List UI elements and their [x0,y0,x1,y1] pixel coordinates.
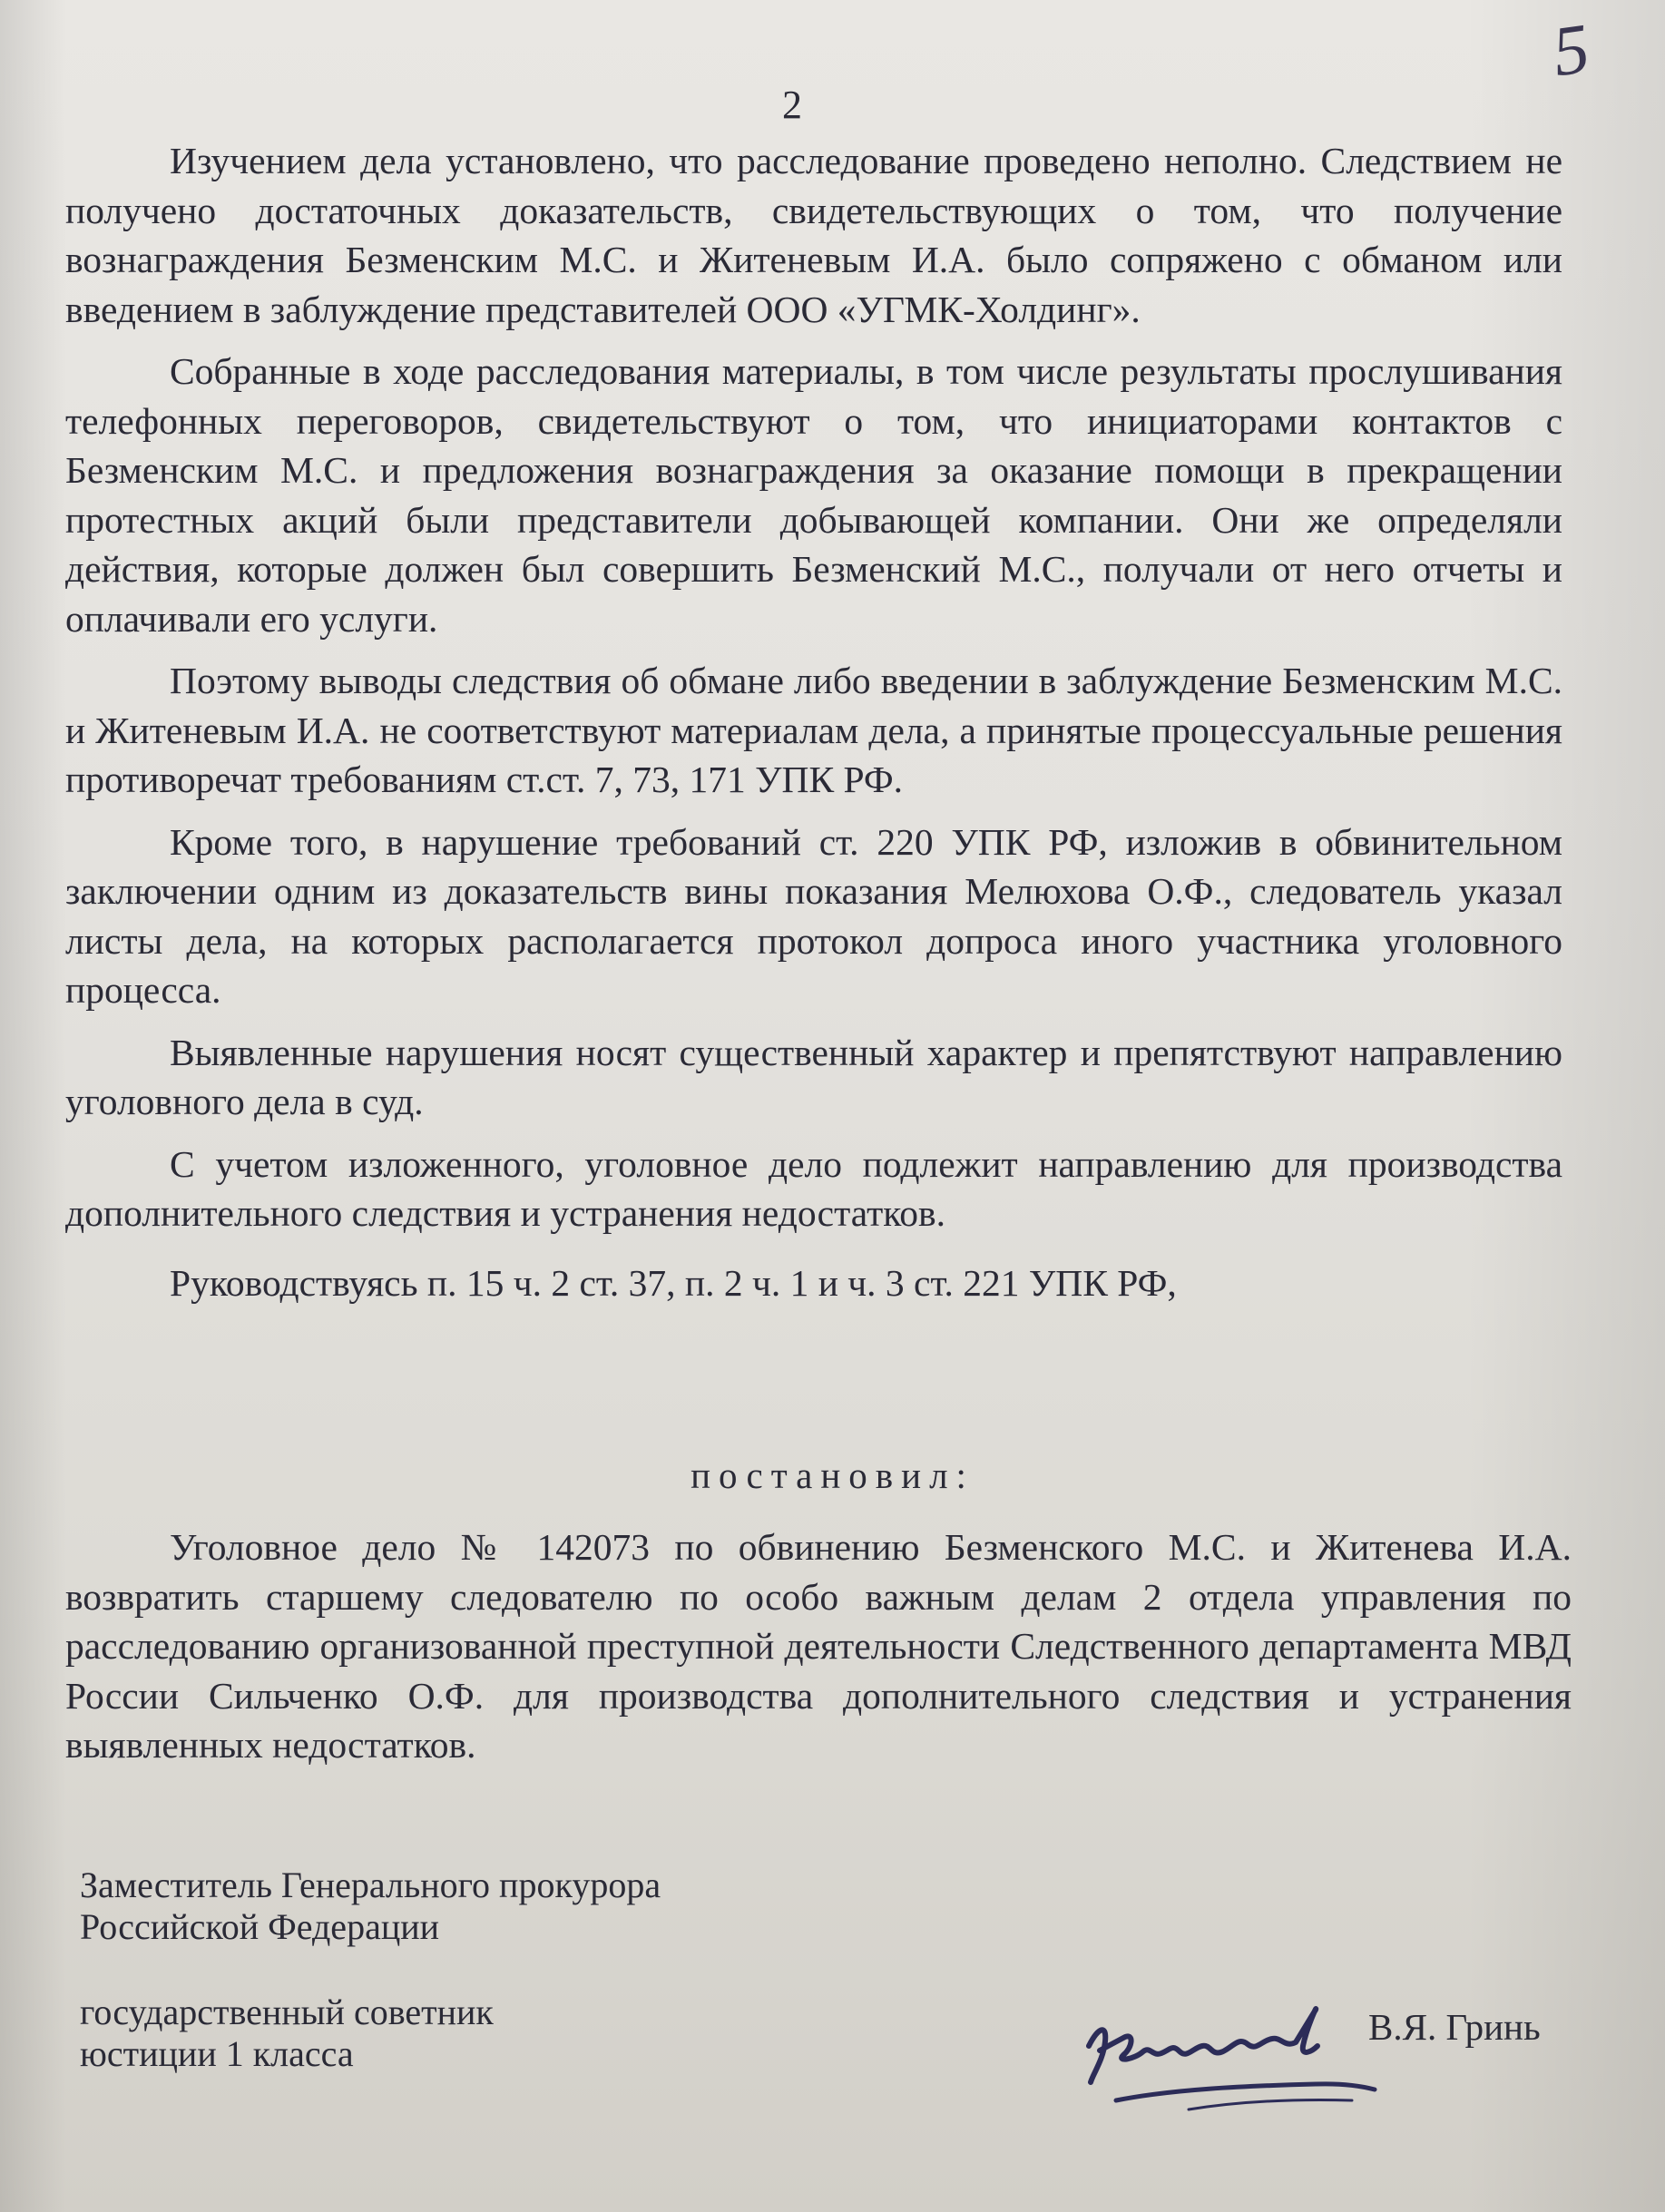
resolution-text [65,1522,1572,1770]
paragraph-conclusions: Поэтому выводы следствия об обмане либо введении в заблуждение Безменским М.С. и Житеневым И.А. не соответствуют материалам дела, а принятые процессуальные решения противоречат требованиям ст.ст. 7, 73, 171 УПК РФ. [65,660,1562,800]
signer-name: В.Я. Гринь [1368,2006,1541,2048]
resolution-paragraph: Уголовное дело № 142073 по обвинению Безменского М.С. и Житенева И.А. возвратить старшему следователю по особо важным делам 2 отдела управления по расследованию организованной преступной деятельности Следственного департамента МВД России Сильченко О.Ф. для производства дополнительного следствия и устранения выявленных недостатков. [65,1526,1572,1766]
paragraph-significant-violations: Выявленные нарушения носят существенный характер и препятствуют направлению уголовного дела в суд. [65,1031,1562,1122]
handwritten-signature [1080,1973,1388,2123]
paragraph-considering: С учетом изложенного, уголовное дело подлежит направлению для производства дополнительного следствия и устранения недостатков. [65,1142,1562,1234]
decree-heading: постановил: [690,1454,975,1496]
handwritten-page-mark: 5 [1548,7,1594,92]
signatory-rank-line2: юстиции 1 класса [80,2033,354,2074]
page-number: 2 [782,83,802,127]
body-text [65,136,1562,1307]
paragraph-violation: Кроме того, в нарушение требований ст. 220 УПК РФ, изложив в обвинительном заключении одним из доказательств вины показания Мелюхова О.Ф., следователь указал листы дела, на которых располагается протокол допроса иного участника уголовного процесса. [65,820,1562,1011]
paragraph-guided-by: Руководствуясь п. 15 ч. 2 ст. 37, п. 2 ч. 1 и ч. 3 ст. 221 УПК РФ, [170,1261,1177,1304]
signatory-title-line2: Российской Федерации [80,1906,440,1947]
signatory-title-line1: Заместитель Генерального прокурора [80,1865,661,1905]
signatory-rank [80,1992,494,2075]
signatory-rank-line1: государственный советник [80,1992,494,2032]
paragraph-collected-materials: Собранные в ходе расследования материалы, в том числе результаты прослушивания телефонных переговоров, свидетельствуют о том, что инициаторами контактов с Безменским М.С. и предложения вознаграждения за оказание помощи в прекращении протестных акций были представители добывающей компании. Они же определяли действия, которые должен был совершить Безменский М.С., получали от него отчеты и оплачивали его услуги. [65,350,1562,640]
paragraph-investigation-incomplete: Изучением дела установлено, что расследование проведено неполно. Следствием не получено достаточных доказательств, свидетельствующих о том, что получение вознаграждения Безменским М.С. и Житеневым И.А. было сопряжено с обманом или введением в заблуждение представителей ООО «УГМК-Холдинг». [65,140,1562,330]
signatory-title [80,1865,661,1948]
